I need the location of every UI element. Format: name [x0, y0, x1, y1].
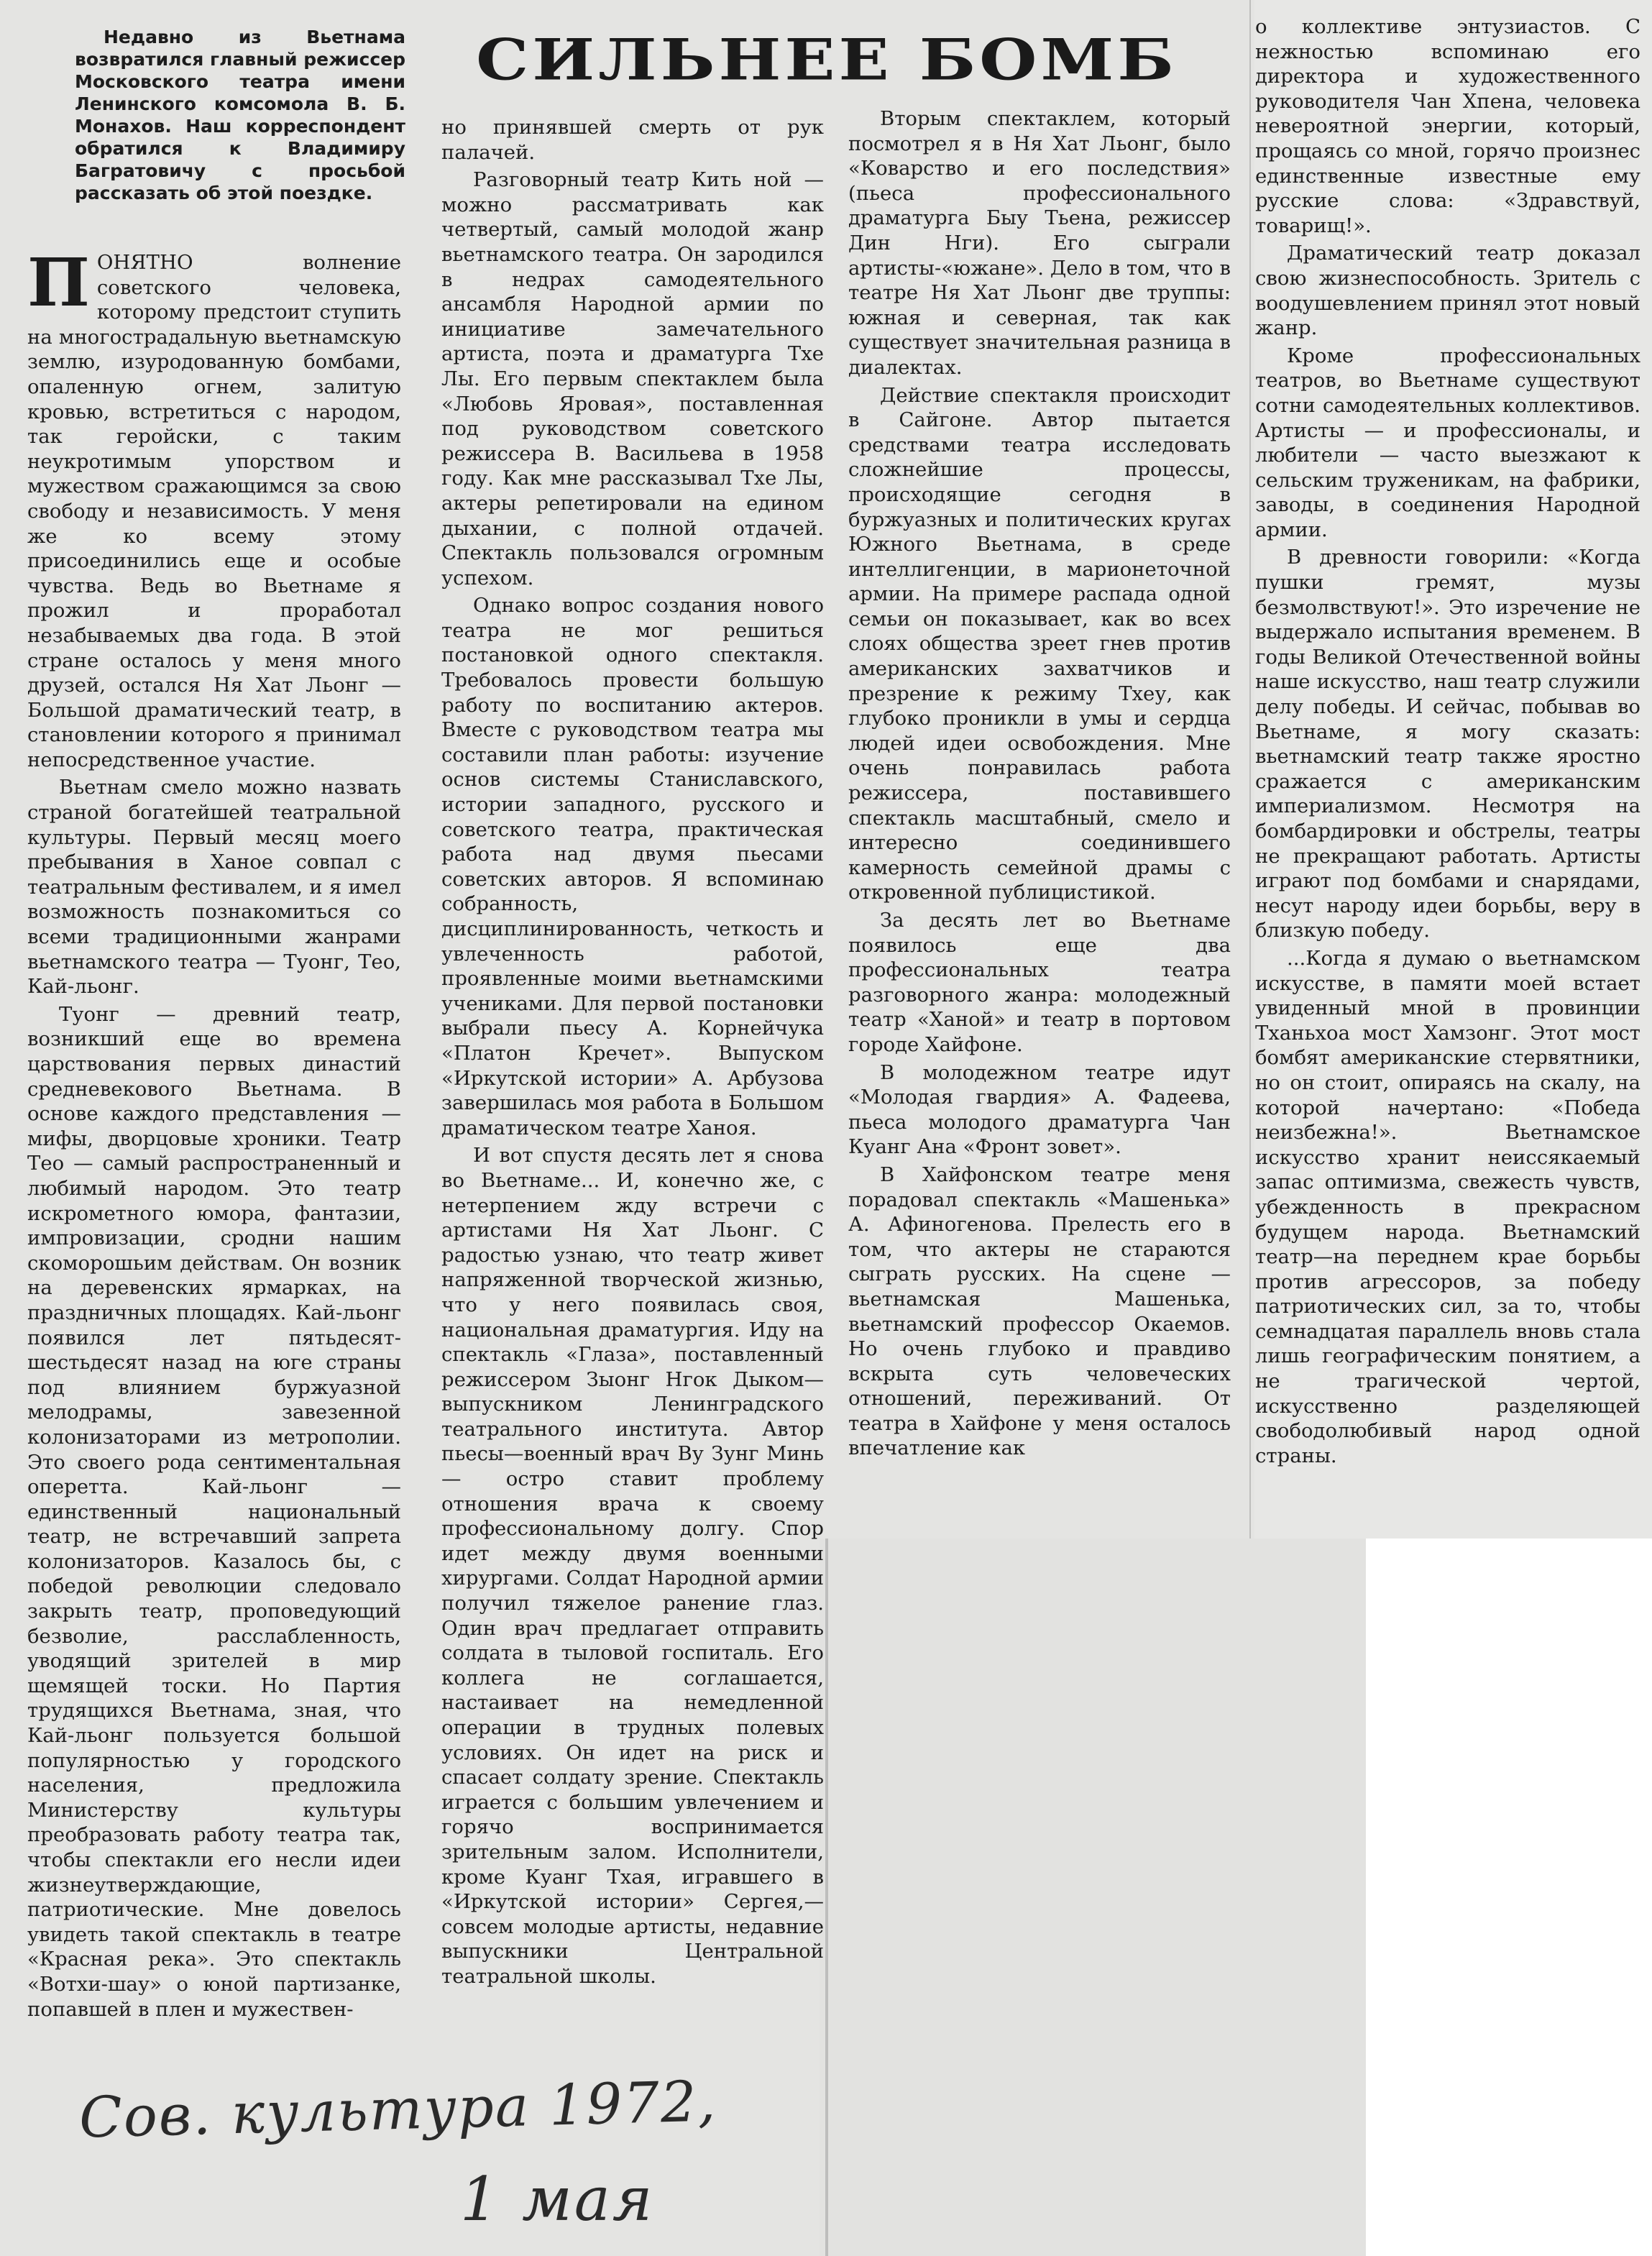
- paragraph: ...Когда я думаю о вьетнамском искусстве, в памяти моей встает увиденный мной в провинции Тханьхоа мост Хамзонг. Этот мост бомбят американские стервятники, но он стоит, опираясь на скалу, на которой начертано: «Победа неизбежна!». Вьетнамское искусство хранит неиссякаемый запас оптимизма, свежесть чувств, убежденность в прекрасном будущем народа. Вьетнамский театр—на переднем крае борьбы против агрессоров, за победу патриотических сил, за то, чтобы семнадцатая параллель вновь стала лишь географическим понятием, а не трагической чертой, искусственно разделяющей свободолюбивый народ одной страны.: [1255, 946, 1640, 1467]
- paragraph: Драматический театр доказал свою жизнеспособность. Зритель с воодушевлением принял этот новый жанр.: [1255, 242, 1640, 340]
- paragraph: В древности говорили: «Когда пушки гремят, музы безмолвствуют!». Это изречение не выдержало испытания временем. В годы Великой Отечественной войны наше искусство, наш театр служили делу победы. И сейчас, побывав во Вьетнаме, я могу сказать: вьетнамский театр также яростно сражается с американским империализмом. Несмотря на бомбардировки и обстрелы, театры не прекращают работать. Артисты играют под бомбами и снарядами, несут народу идеи борьбы, веру в близкую победу.: [1255, 546, 1640, 943]
- paragraph: [27, 250, 401, 772]
- paragraph: Вьетнам смело можно назвать страной богатейшей театральной культуры. Первый месяц моего пребывания в Ханое совпал с театральным фестивалем, и я имел возможность познакомиться со всеми традиционными жанрами вьетнамского театра — Туонг, Тео, Кай-льонг.: [27, 776, 401, 999]
- article-column-2: [441, 115, 824, 2027]
- article-column-3: [848, 106, 1231, 1537]
- paragraph: Однако вопрос создания нового театра не мог решиться постановкой одного спектакля. Требовалось провести большую работу по воспитанию актеров. Вместе с руководством театра мы составили план работы: изучение основ системы Станиславского, истории западного, русского и советского театра, практическая работа над двумя пьесами советских авторов. Я вспоминаю собранность, дисциплинированность, четкость и увлеченность работой, проявленные моими вьетнамскими учениками. Для первой постановки выбрали пьесу А. Корнейчука «Платон Кречет». Выпуском «Иркутской истории» А. Арбузова завершилась моя работа в Большом драматическом театре Ханоя.: [441, 594, 824, 1140]
- handwritten-source-note: Сов. культура 1972,: [78, 2069, 718, 2151]
- paragraph-text: ОНЯТНО волнение советского человека, которому предстоит ступить на многострадальную вьетнамскую землю, изуродованную бомбами, опаленную огнем, залитую кровью, встретиться с народом, так геройски, с таким неукротимым упорством и мужеством сражающимся за свою свободу и независимость. У меня же ко всему этому присоединились еще и особые чувства. Ведь во Вьетнаме я прожил и проработал незабываемых два года. В этой стране осталось у меня много друзей, остался Ня Хат Льонг — Большой драматический театр, в становлении которого я принимал непосредственное участие.: [27, 251, 401, 771]
- paragraph: но принявшей смерть от рук палачей.: [441, 116, 824, 164]
- fold-line: [825, 1539, 828, 2256]
- paragraph: Разговорный театр Кить ной — можно рассматривать как четвертый, самый молодой жанр вьетнамского театра. Он зародился в недрах самодеятельного ансамбля Народной армии по инициативе замечательного артиста, поэта и драматурга Тхе Лы. Его первым спектаклем была «Любовь Яровая», поставленная под руководством советского режиссера В. Васильева в 1958 году. Как мне рассказывал Тхе Лы, актеры репетировали на едином дыхании, с полной отдачей. Спектакль пользовался огромным успехом.: [441, 168, 824, 590]
- paragraph: В Хайфонском театре меня порадовал спектакль «Машенька» А. Афиногенова. Прелесть его в том, что актеры не стараются сыграть русских. На сцене — вьетнамская Машенька, вьетнамский профессор Окаемов. Но очень глубоко и правдиво вскрыта суть человеческих отношений, переживаний. От театра в Хайфоне у меня осталось впечатление как: [848, 1163, 1231, 1460]
- paragraph: И вот спустя десять лет я снова во Вьетнаме... И, конечно же, с нетерпением жду встречи с артистами Ня Хат Льонг. С радостью узнаю, что театр живет напряженной творческой жизнью, что у него появилась своя, национальная драматургия. Иду на спектакль «Глаза», поставленный режиссером Зыонг Нгок Дыком—выпускником Ленинградского театрального института. Автор пьесы—военный врач Ву Зунг Минь — остро ставит проблему отношения врача к своему профессиональному долгу. Спор идет между двумя военными хирургами. Солдат Народной армии получил тяжелое ранение глаз. Один врач предлагает отправить солдата в тыловой госпиталь. Его коллега не соглашается, настаивает на немедленной операции в трудных полевых условиях. Он идет на риск и спасает солдату зрение. Спектакль играется с большим увлечением и горячо воспринимается зрительным залом. Исполнители, кроме Куанг Тхая, игравшего в «Иркутской истории» Сергея,—совсем молодые артисты, недавние выпускники Центральной театральной школы.: [441, 1144, 824, 1988]
- paragraph: Действие спектакля происходит в Сайгоне. Автор пытается средствами театра исследовать сложнейшие процессы, происходящие сегодня в буржуазных и политических кругах Южного Вьетнама, в среде интеллигенции, в марионеточной армии. На примере распада одной семьи он показывает, как во всех слоях общества зреет гнев против американских захватчиков и презрение к режиму Тхеу, как глубоко проникли в умы и сердца людей идеи освобождения. Мне очень понравилась работа режиссера, поставившего спектакль масштабный, смело и интересно соединившего камерность семейной драмы с откровенной публицистикой.: [848, 383, 1231, 904]
- article-headline: СИЛЬНЕЕ БОМБ: [476, 26, 1178, 93]
- paragraph: За десять лет во Вьетнаме появилось еще два профессиональных театра разговорного жанра: молодежный театр «Ханой» и театр в портовом городе Хайфоне.: [848, 909, 1231, 1056]
- paragraph: Вторым спектаклем, который посмотрел я в Ня Хат Льонг, было «Коварство и его последствия» (пьеса профессионального драматурга Быу Тьена, режиссер Дин Нги). Его сыграли артисты-«южане». Дело в том, что в театре Ня Хат Льонг две труппы: южная и северная, так как существует значительная разница в диалектах.: [848, 107, 1231, 379]
- column-rule: [1249, 0, 1251, 1539]
- paragraph: В молодежном театре идут «Молодая гвардия» А. Фадеева, пьеса молодого драматурга Чан Куанг Ана «Фронт зовет».: [848, 1060, 1231, 1159]
- drop-cap: П: [27, 250, 90, 321]
- paragraph: о коллективе энтузиастов. С нежностью вспоминаю его директора и художественного руководителя Чан Хпена, человека невероятной энергии, который, прощаясь со мной, горячо произнес единственные известные ему русские слова: «Здравствуй, товарищ!».: [1255, 15, 1640, 237]
- handwritten-date-note: 1 мая: [460, 2164, 655, 2234]
- article-column-1: [27, 250, 401, 2069]
- clipping-bottom-strip: [820, 1539, 1366, 2256]
- article-intro: Недавно из Вьетнама возвратился главный режиссер Московского театра имени Ленинского комсомола В. Б. Монахов. Наш корреспондент обратился к Владимиру Багратовичу с просьбой рассказать об этой поездке.: [75, 27, 405, 203]
- blank-corner: [1366, 1539, 1652, 2256]
- paragraph: Кроме профессиональных театров, во Вьетнаме существуют сотни самодеятельных коллективов. Артисты — и профессионалы, и любители — часто выезжают к сельским труженикам, на фабрики, заводы, в соединения Народной армии.: [1255, 344, 1640, 541]
- paragraph: Туонг — древний театр, возникший еще во времена царствования первых династий средневекового Вьетнама. В основе каждого представления — мифы, дворцовые хроники. Театр Тео — самый распространенный и любимый народом. Это театр искрометного юмора, фантазии, импровизации, сродни нашим скоморошьим действам. Он возник на деревенских ярмарках, на праздничных площадях. Кай-льонг появился лет пятьдесят-шестьдесят назад на юге страны под влиянием буржуазной мелодрамы, завезенной колонизаторами из метрополии. Это своего рода сентиментальная оперетта. Кай-льонг — единственный национальный театр, не встречавший запрета колонизаторов. Казалось бы, с победой революции следовало закрыть театр, проповедующий безволие, расслабленность, уводящий зрителей в мир щемящей тоски. Но Партия трудящихся Вьетнама, зная, что Кай-льонг пользуется большой популярностью у городского населения, предложила Министерству культуры преобразовать работу театра так, чтобы спектакли его несли идеи жизнеутверждающие, патриотические. Мне довелось увидеть такой спектакль в театре «Красная река». Это спектакль «Вотхи-шау» о юной партизанке, попавшей в плен и мужествен-: [27, 1002, 401, 2021]
- article-column-4: [1255, 14, 1640, 1531]
